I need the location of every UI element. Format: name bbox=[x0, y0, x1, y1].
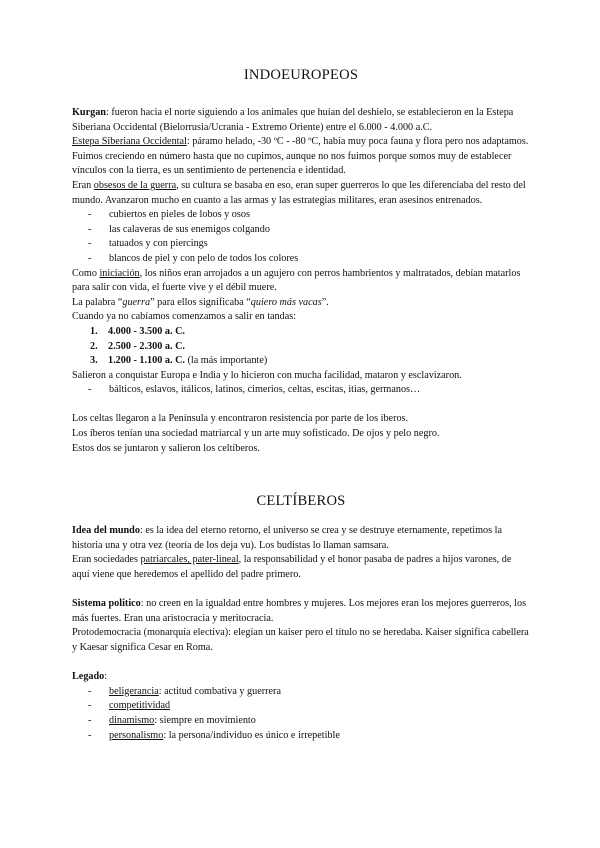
legado-item-label: personalismo bbox=[109, 729, 164, 741]
guerra-text: , su cultura se basaba en eso, eran super guerreros lo que les diferenciaba del resto del mundo. Avanzaron mucho en cuanto a las armas y las estrategias militares, eran asesinos entrenados. bbox=[72, 179, 526, 206]
iniciacion-pre: Como bbox=[72, 267, 100, 279]
legado-item-label: beligerancia bbox=[109, 685, 159, 697]
idea-paragraph bbox=[72, 524, 530, 553]
celtas-line: Estos dos se juntaron y salieron los celtíberos. bbox=[72, 442, 260, 454]
celtas-line: Los íberos tenían una sociedad matriarcal y un arte muy sofisticado. De ojos y pelo negro. bbox=[72, 428, 440, 440]
guerra-word-pre: La palabra “ bbox=[72, 296, 123, 308]
list-item bbox=[72, 354, 530, 369]
legado-item-label: dinamismo bbox=[109, 714, 155, 726]
protodemocracia-paragraph: Protodemocracia (monarquía electiva): elegían un kaiser pero el título no se heredaba. Kaiser significa cabellera y Kaesar significa Cesar en Roma. bbox=[72, 627, 529, 653]
estepa-paragraph bbox=[72, 135, 530, 179]
legado-list bbox=[72, 685, 530, 743]
sociedades-text: , la responsabilidad y el honor pasaba de padres a hijos varones, de aquí viene que heredemos el apellido del padre primero. bbox=[72, 554, 512, 581]
guerra-word-paragraph bbox=[72, 296, 530, 311]
tanda-label: 2.500 - 2.300 a. C. bbox=[108, 340, 185, 352]
tandas-intro: Cuando ya no cabíamos comenzamos a salir en tandas: bbox=[72, 311, 297, 323]
guerra-word: guerra bbox=[122, 296, 151, 308]
list-item bbox=[72, 325, 530, 340]
spacer bbox=[72, 656, 530, 671]
sociedades-label: patriarcales, pater-lineal bbox=[140, 554, 239, 566]
list-item bbox=[88, 729, 530, 744]
title-indoeuropeos: INDOEUROPEOS bbox=[243, 67, 359, 83]
estepa-text: : páramo helado, -30 ºC - -80 ºC, había muy poca fauna y flora pero nos adaptamos. Fuimos creciendo en número hasta que no cupimos, aunque no nos fuimos porque somos muy de establecer vínculos con la tierra, es un sentimiento de pertenencia e identidad. bbox=[72, 136, 529, 177]
guerra-word-mid: ” para ellos significaba “ bbox=[150, 296, 251, 308]
traits-list bbox=[72, 208, 530, 266]
tanda-label: 1.200 - 1.100 a. C. bbox=[108, 355, 185, 367]
list-item: - tatuados y con piercings bbox=[88, 237, 530, 252]
list-item bbox=[88, 685, 530, 700]
legado-heading bbox=[72, 670, 530, 685]
legado-item-text: : siempre en movimiento bbox=[154, 714, 256, 726]
iniciacion-paragraph bbox=[72, 267, 530, 296]
list-item bbox=[88, 699, 530, 714]
kurgan-paragraph bbox=[72, 106, 530, 135]
sociedades-pre: Eran sociedades bbox=[72, 554, 141, 566]
spacer bbox=[72, 398, 530, 413]
legado-item-text: : la persona/individuo es único e irrepetible bbox=[163, 729, 340, 741]
kurgan-text: : fueron hacia el norte siguiendo a los animales que huían del deshielo, se establecieron en la Estepa Siberiana Occidental (Bielorrusia/Ucrania - Extremo Oriente) entre el 6.000 - 4.000 a.C. bbox=[72, 107, 514, 133]
guerra-word-meaning: quiero más vacas bbox=[250, 296, 322, 308]
list-item: - bálticos, eslavos, itálicos, latinos, cimerios, celtas, escitas, itias, germanos… bbox=[88, 383, 530, 398]
guerra-label: obsesos de la guerra bbox=[93, 179, 177, 191]
legado-colon: : bbox=[104, 671, 108, 683]
legado-item-text: : actitud combativa y guerrera bbox=[158, 685, 281, 697]
iniciacion-label: iniciación bbox=[99, 267, 140, 279]
pueblos-list bbox=[72, 383, 530, 398]
tanda-label: 4.000 - 3.500 a. C. bbox=[108, 325, 185, 337]
guerra-word-post: ”. bbox=[321, 296, 329, 308]
legado-item-label: competitividad bbox=[109, 700, 171, 712]
list-item: - cubiertos en pieles de lobos y osos bbox=[88, 208, 530, 223]
idea-text: : es la idea del eterno retorno, el universo se crea y se destruye eternamente, repetimos la historia una y otra vez (teoría de los deja vu). Los budistas lo llaman samsara. bbox=[72, 525, 503, 551]
list-number: 3. bbox=[90, 355, 98, 367]
guerra-pre: Eran bbox=[72, 179, 94, 191]
tandas-list bbox=[72, 325, 530, 369]
tanda-note: (la más importante) bbox=[184, 355, 268, 367]
title-celtiberos: CELTÍBEROS bbox=[256, 493, 346, 510]
idea-lead: Idea del mundo bbox=[72, 525, 140, 537]
list-number: 1. bbox=[90, 325, 98, 337]
sociedades-paragraph bbox=[72, 553, 530, 582]
document-page bbox=[72, 66, 530, 743]
sistema-lead: Sistema político bbox=[72, 598, 141, 610]
sistema-text: : no creen en la igualdad entre hombres y mujeres. Los mejores eran los mejores guerreros, los más fuertes. Eran una aristocracia y meritocracia. bbox=[72, 598, 527, 624]
list-item: - blancos de piel y con pelo de todos los colores bbox=[88, 252, 530, 267]
iniciacion-text: , los niños eran arrojados a un agujero con perros hambrientos y maltratados, debían matarlos para salir con vida, el fuerte vive y el débil muere. bbox=[72, 267, 521, 294]
guerra-paragraph bbox=[72, 179, 530, 208]
legado-lead: Legado bbox=[72, 671, 105, 683]
list-item bbox=[88, 714, 530, 729]
estepa-label: Estepa Siberiana Occidental bbox=[72, 136, 187, 148]
spacer bbox=[72, 583, 530, 598]
celtas-line: Los celtas llegaron a la Península y encontraron resistencia por parte de los íberos. bbox=[72, 413, 409, 425]
conquista-paragraph: Salieron a conquistar Europa e India y lo hicieron con mucha facilidad, mataron y esclavizaron. bbox=[72, 369, 462, 381]
kurgan-lead: Kurgan bbox=[72, 107, 106, 118]
list-item bbox=[72, 340, 530, 355]
list-item: - las calaveras de sus enemigos colgando bbox=[88, 223, 530, 238]
sistema-paragraph bbox=[72, 597, 530, 626]
list-number: 2. bbox=[90, 340, 98, 352]
